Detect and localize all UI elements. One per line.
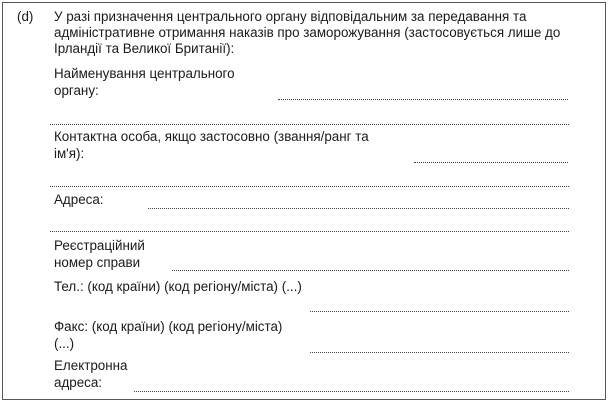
address-field-line2[interactable] [50, 231, 569, 232]
contact-person-field[interactable] [414, 162, 568, 163]
address-field[interactable] [148, 208, 569, 209]
case-registration-number-field[interactable] [172, 270, 569, 271]
case-registration-number-label: Реєстраційний номер справи [54, 238, 145, 270]
section-heading: У разі призначення центрального органу відповідальним за передавання та адміністративне отримання наказів про заморожування (застосовується лише до Ірландії та Великої Британії): [54, 9, 561, 56]
phone-label: Тел.: (код країни) (код регіону/міста) (...) [54, 279, 302, 294]
fax-label: Факс: (код країни) (код регіону/міста) (...) [54, 319, 283, 351]
central-authority-name-field-line2[interactable] [50, 124, 569, 125]
contact-person-field-line2[interactable] [50, 186, 569, 187]
contact-person-label: Контактна особа, якщо застосовно (звання/ранг та ім'я): [54, 129, 369, 161]
fax-field[interactable] [310, 352, 569, 353]
address-label: Адреса: [54, 192, 104, 207]
email-label: Електронна адреса: [54, 358, 128, 390]
email-field[interactable] [134, 391, 569, 392]
phone-field[interactable] [310, 311, 569, 312]
central-authority-name-label: Найменування центрального органу: [54, 66, 235, 98]
central-authority-name-field[interactable] [278, 99, 568, 100]
section-marker: (d) [17, 9, 34, 24]
